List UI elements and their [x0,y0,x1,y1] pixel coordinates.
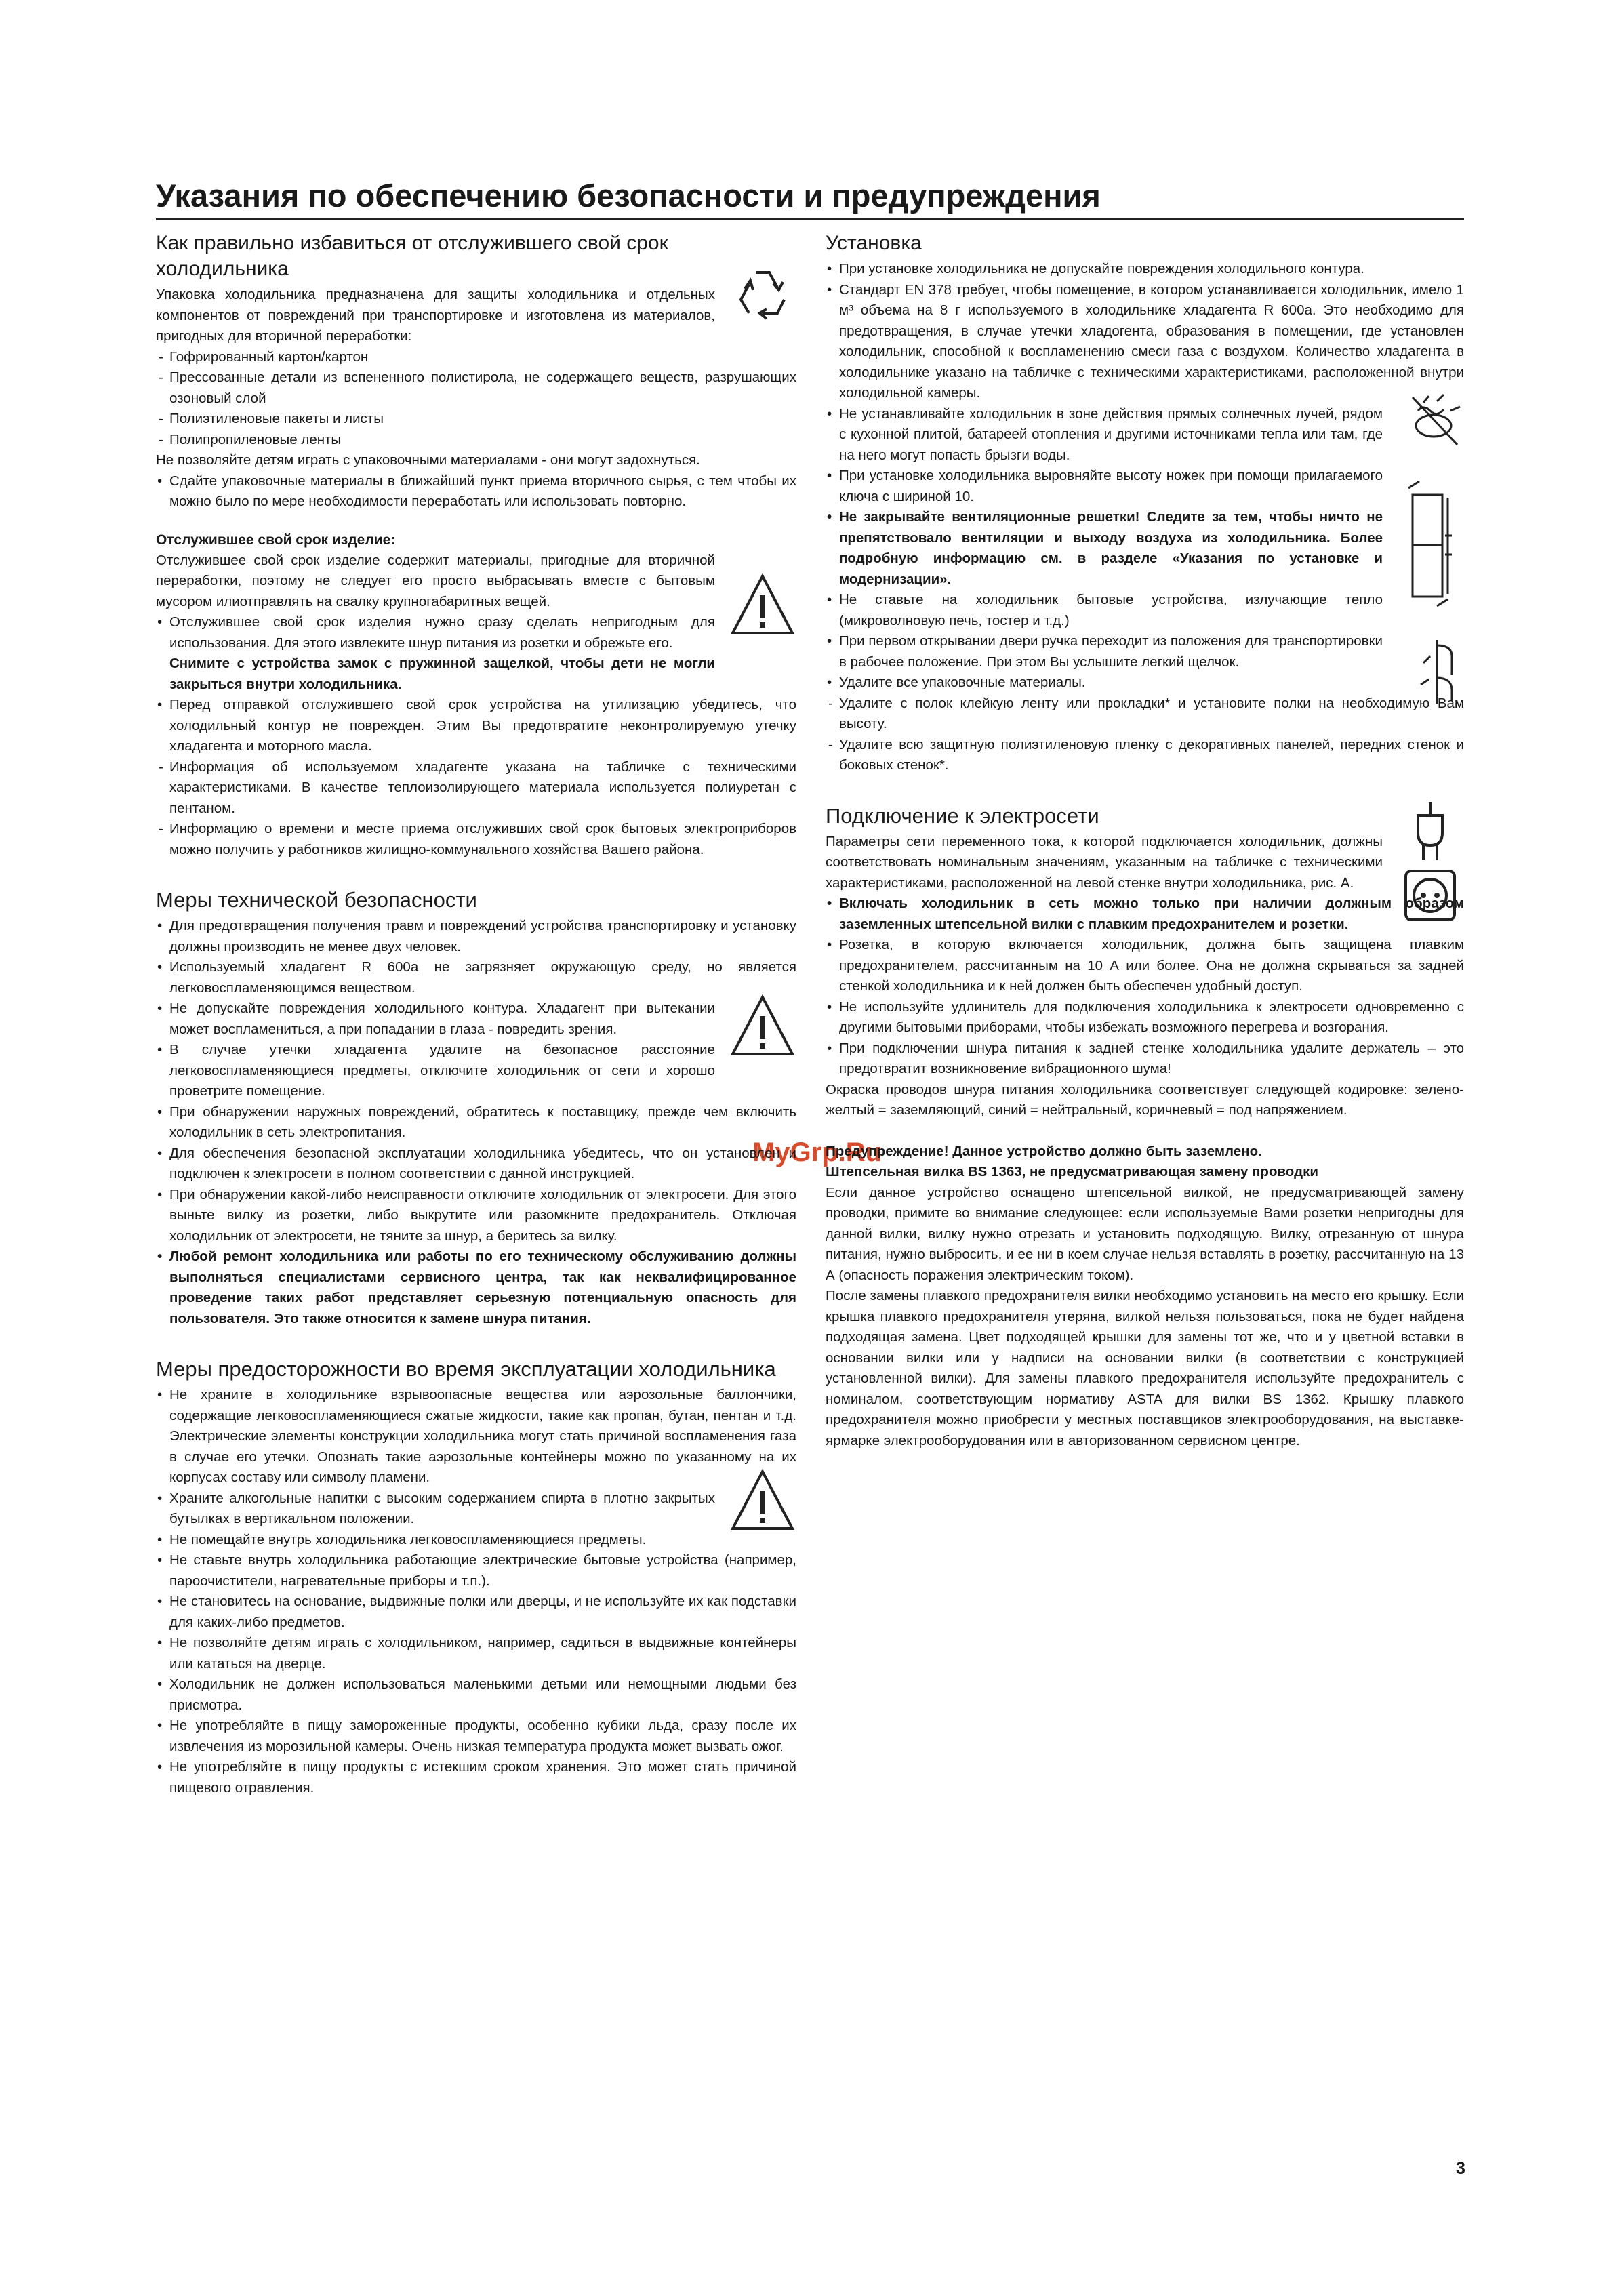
power-section [826,803,1464,1121]
list-item: • Холодильник не должен использоваться маленькими детьми или немощными людьми без присмотра. [156,1674,796,1716]
old-appliance-heading: Отслужившее свой срок изделие: [156,531,396,548]
list-item: • Не позволяйте детям играть с холодильником, например, садиться в выдвижные контейнеры или кататься на дверце. [156,1633,796,1674]
list-item: • Не становитесь на основание, выдвижные полки или дверцы, и не используйте их как подставки для каких-либо предметов. [156,1592,796,1633]
list-item: • Храните алкогольные напитки с высоким содержанием спирта в плотно закрытых бутылках в вертикальном положении. [156,1489,796,1530]
list-item: • Для обеспечения безопасной эксплуатации холодильника убедитесь, что он установлен и подключен к электросети в полном соответствии с данной инструкцией. [156,1144,796,1185]
list-item: - Полиэтиленовые пакеты и листы [156,409,796,430]
disposal-heading: Как правильно избавиться от отслужившего свой срок холодильника [156,232,668,280]
precautions-section [156,1356,796,1798]
installation-list [826,259,1464,776]
children-warning: Не позволяйте детям играть с упаковочными материалами - они могут задохнуться. [156,452,700,468]
list-item: • При обнаружении наружных повреждений, обратитесь к поставщику, прежде чем включить холодильник в сеть электропитания. [156,1102,796,1144]
precautions-heading: Меры предосторожности во время эксплуатации холодильника [156,1357,776,1381]
power-intro: Параметры сети переменного тока, к которой подключается холодильник, должны соответствовать номинальным значениям, указанным на табличке с техническими характеристиками, расположенной на левой стенке внутри холодильника, рис. А. [826,833,1383,891]
list-item: • Включать холодильник в сеть можно только при наличии должным образом заземленных штепсельной вилки с плавким предохранителем и розетки. [826,893,1464,935]
list-item: • Розетка, в которую включается холодильник, должна быть защищена плавким предохранителем, рассчитанным на 10 А или более. Она не должна скрываться за задней стенкой холодильника и к ней должен быть обеспечен удобный доступ. [826,935,1464,997]
list-item: • Стандарт EN 378 требует, чтобы помещение, в котором устанавливается холодильник, имело 1 м³ объема на 8 г используемого в холодильнике хладагента R 600а. Это необходимо для предотвращения, в случае утечки хладогента, образования в помещении, где установлен холодильник, способной к воспламенению смеси газа с воздухом. Количество хладагента в холодильнике указано на табличке с техническими характеристиками, расположенной внутри холодильной камеры. [826,280,1464,404]
list-item: - Информацию о времени и месте приема отслуживших свой срок бытовых электроприборов можно получить у работников жилищно-коммунального хозяйства Вашего района. [156,819,796,860]
list-item: - Полипропиленовые ленты [156,430,796,451]
list-item: • При первом открывании двери ручка переходит из положения для транспортировки в рабочее положение. При этом Вы услышите легкий щелчок. [826,631,1464,672]
old-appliance-list [156,612,796,860]
installation-heading: Установка [826,232,922,254]
disposal-intro: Упаковка холодильника предназначена для защиты холодильника и отдельных компонентов от повреждений при транспортировке и изготовлена из материалов, пригодных для вторичной переработки: [156,287,715,344]
list-item: - Удалите всю защитную полиэтиленовую пленку с декоративных панелей, передних стенок и боковых стенок*. [826,735,1464,776]
list-item: - Информация об используемом хладагенте указана на табличке с техническими характеристиками. В качестве теплоизолирующего материала используется полиуретан с пентаном. [156,757,796,820]
bs1363-title: Штепсельная вилка BS 1363, не предусматривающая замену проводки [826,1164,1318,1179]
list-item: • Сдайте упаковочные материалы в ближайший пункт приема вторичного сырья, с тем чтобы их можно было по мере необходимости переработать или использовать повторно. [156,471,796,512]
item-text: Отслужившее свой срок изделия нужно сразу сделать непригодным для использования. Для этого извлеките шнур питания из розетки и обрежьте его. [169,614,715,651]
list-item: • Не употребляйте в пищу продукты с истекшим сроком хранения. Это может стать причиной пищевого отравления. [156,1757,796,1798]
bs1363-paragraph: Если данное устройство оснащено штепсельной вилкой, не предусматривающей замену проводки, примите во внимание следующее: если используемые Вами розетки непригодны для данной вилки, вилку нужно отрезать и установить подходящую. Вилку, отрезанную от шнура питания, нужно выбросить, и ее ни в коем случае нельзя вставлять в розетку, рассчитанную на 13 А (опасность поражения электрическим током). [826,1184,1464,1283]
list-item: - Прессованные детали из вспененного полистирола, не содержащего веществ, разрушающих озоновый слой [156,367,796,409]
list-item: - Удалите с полок клейкую ленту или прокладки* и установите полки на необходимую Вам высоту. [826,693,1464,735]
uk-warning-section [826,1142,1464,1452]
list-item: • Не употребляйте в пищу замороженные продукты, особенно кубики льда, сразу после их извлечения из морозильной камеры. Очень низкая температура продукта может вызвать ожог. [156,1716,796,1757]
earth-warning-title: Предупреждение! Данное устройство должно быть заземлено. [826,1143,1262,1159]
list-item: • Для предотвращения получения травм и повреждений устройства транспортировку и установку должны производить не менее двух человек. [156,916,796,957]
list-item: • Перед отправкой отслужившего свой срок устройства на утилизацию убедитесь, что холодильный контур не поврежден. Этим Вы предотвратите неконтролируемую утечку хладагента и моторного масла. [156,695,796,757]
list-item: • Любой ремонт холодильника или работы по его техническому обслуживанию должны выполняться специалистами сервисного центра, так как неквалифицированное проведение таких работ представляет серьезную потенциальную опасность для пользователя. Это также относится к замене шнура питания. [156,1247,796,1329]
left-column [156,230,796,1798]
list-item: • Не ставьте на холодильник бытовые устройства, излучающие тепло (микроволновую печь, тостер и т.д.) [826,590,1464,631]
list-item: • В случае утечки хладагента удалите на безопасное расстояние легковоспламеняющиеся предметы, отключите холодильник от сети и хорошо проветрите помещение. [156,1040,796,1102]
disposal-bullets [156,471,796,512]
list-item: • Не допускайте повреждения холодильного контура. Хладагент при вытекании может воспламениться, а при попадании в глаза - повредить зрения. [156,998,796,1040]
list-item: • При подключении шнура питания к задней стенке холодильника удалите держатель – это предотвратит возникновение вибрационного шума! [826,1038,1464,1080]
recycle-icon [729,260,796,328]
item-bold-text: Снимите с устройства замок с пружинной защелкой, чтобы дети не могли закрыться внутри холодильника. [169,655,715,692]
wire-coding: Окраска проводов шнура питания холодильника соответствует следующей кодировке: зелено-желтый = заземляющий, синий = нейтральный, коричневый = под напряжением. [826,1081,1464,1118]
right-column [826,230,1464,1451]
list-item: - Гофрированный картон/картон [156,347,796,368]
plug-icon [1403,801,1457,862]
list-item: • Используемый хладагент R 600а не загрязняет окружающую среду, но является легковоспламеняющимся веществом. [156,957,796,998]
old-appliance-section [156,530,796,861]
installation-section [826,230,1464,776]
list-item: • Удалите все упаковочные материалы. [826,672,1464,693]
power-list [826,893,1464,1080]
list-item: • Не закрывайте вентиляционные решетки! Следите за тем, чтобы ничто не препятствовало вентиляции и выходу воздуха из холодильника. Более подробную информацию см. в разделе «Указания по установке и модернизации». [826,507,1464,590]
list-item: • Не используйте удлинитель для подключения холодильника к электросети одновременно с другими бытовыми приборами, чтобы избежать возможного перегрева и возгорания. [826,997,1464,1038]
precautions-list [156,1385,796,1798]
list-item: • Не помещайте внутрь холодильника легковоспламеняющиеся предметы. [156,1530,796,1551]
page-number: 3 [1456,2159,1465,2178]
page-title: Указания по обеспечению безопасности и предупреждения [156,178,1464,220]
list-item: • Не ставьте внутрь холодильника работающие электрические бытовые устройства (например, пароочистители, нагревательные приборы и т.п.). [156,1550,796,1592]
list-item: • Не храните в холодильнике взрывоопасные вещества или аэрозольные баллончики, содержащие легковоспламеняющиеся сжатые жидкости, такие как пропан, бутан, пентан и т.д. Электрические элементы конструкции холодильника могут стать причиной воспламенения газа в случае его утечки. Опознать такие аэрозольные контейнеры можно по указанному на их корпусах составу или символу пламени. [156,1385,796,1489]
list-item: • При установке холодильника не допускайте повреждения холодильного контура. [826,259,1464,280]
list-item: • При обнаружении какой-либо неисправности отключите холодильник от электросети. Для этого выньте вилку из розетки, либо выкрутите или разомкните предохранитель. Отключая холодильник от электросети, не тяните за шнур, а беритесь за вилку. [156,1185,796,1247]
list-item: • Не устанавливайте холодильник в зоне действия прямых солнечных лучей, рядом с кухонной плитой, батареей отопления и другими источниками тепла или там, где на него могут попасть брызги воды. [826,404,1464,466]
old-appliance-intro: Отслужившее свой срок изделие содержит материалы, пригодные для вторичной переработки, поэтому не следует его просто выбрасывать вместе с бытовым мусором илиотправлять на свалку крупногабаритных вещей. [156,552,715,609]
tech-safety-section [156,887,796,1329]
tech-safety-list [156,916,796,1329]
materials-list [156,347,796,451]
tech-safety-heading: Меры технической безопасности [156,888,477,912]
list-item [156,612,796,695]
power-heading: Подключение к электросети [826,803,1099,828]
list-item: • При установке холодильника выровняйте высоту ножек при помощи прилагаемого ключа с шириной 10. [826,466,1464,507]
fuse-cover-paragraph: После замены плавкого предохранителя вилки необходимо установить на место его крышку. Если крышка плавкого предохранителя утеряна, вилкой нельзя пользоваться, пока не будет найдена подходящая замена. Цвет подходящей крышки для замены тот же, что и у цветной вставки в основании вилки или у надписи на основании вилки (в соответствии с конструкцией установленной вилки). Для замены плавкого предохранителя используйте предохранитель с номиналом, соответствующим нормативу ASTA для вилки BS 1362. Крышку плавкого предохранителя можно приобрести у местных поставщиков электрооборудования, на выставке-ярмарке электрооборудования или в авторизованном сервисном центре. [826,1288,1464,1449]
watermark: MyGrp.Ru [752,1137,882,1167]
disposal-section [156,230,796,512]
